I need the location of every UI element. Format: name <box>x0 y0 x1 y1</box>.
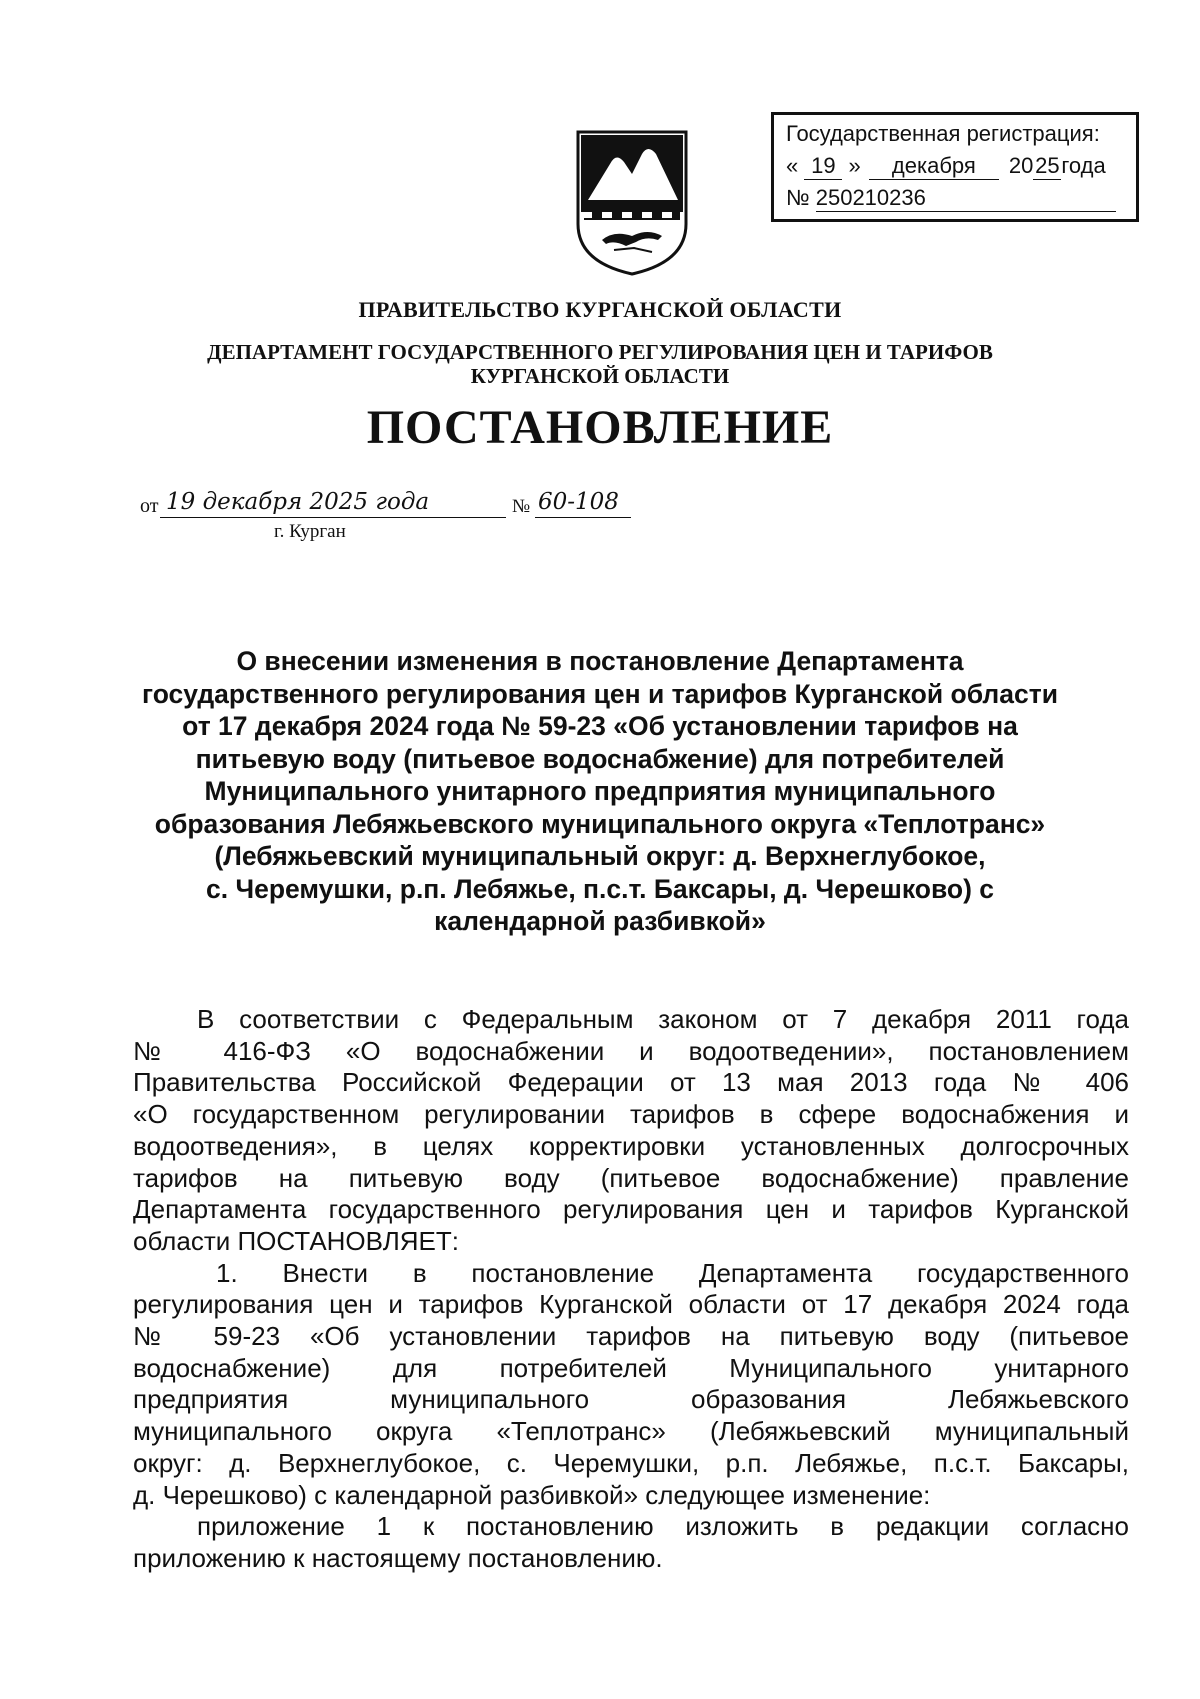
title-line: календарной разбивкой» <box>434 906 766 936</box>
decree-date-handwritten: 19 декабря 2025 года <box>166 489 430 515</box>
registration-stamp <box>771 112 1139 222</box>
department-name <box>0 340 1200 388</box>
decree-date-row <box>140 489 660 553</box>
decree-number-label: № <box>512 496 531 517</box>
body-line: 1. Внести в постановление Департамента государственного <box>216 1257 1129 1288</box>
body-line: д. Черешково) с календарной разбивкой» следующее изменение: <box>133 1479 931 1510</box>
title-line: образования Лебяжьевского муниципального округа «Теплотранс» <box>154 808 1046 839</box>
body-line: № 416-ФЗ «О водоснабжении и водоотведении», постановлением <box>133 1035 1129 1066</box>
number-underline <box>535 517 631 518</box>
title-line: О внесении изменения в постановление Департамента <box>236 646 964 676</box>
title-line: питьевую воду (питьевое водоснабжение) для потребителей <box>195 743 1005 774</box>
date-from-label: от <box>140 495 159 517</box>
decree-number-handwritten: 60-108 <box>538 489 619 515</box>
registration-year-suffix: 25 <box>1035 153 1060 178</box>
registration-year-word: года <box>1061 153 1106 178</box>
title-line: государственного регулирования цен и тарифов Курганской области <box>142 678 1058 709</box>
registration-month: декабря <box>869 153 999 180</box>
department-name-line-1: ДЕПАРТАМЕНТ ГОСУДАРСТВЕННОГО РЕГУЛИРОВАНИЯ ЦЕН И ТАРИФОВ <box>207 340 993 364</box>
registration-day: 19 <box>804 153 842 180</box>
document-type: ПОСТАНОВЛЕНИЕ <box>366 401 834 454</box>
registration-number-label: № <box>786 185 810 210</box>
body-line: Правительства Российской Федерации от 13 мая 2013 года № 406 <box>133 1067 1129 1098</box>
decree-body <box>133 1004 1129 1575</box>
body-line: Департамента государственного регулирования цен и тарифов Курганской <box>133 1194 1129 1225</box>
body-line: В соответствии с Федеральным законом от 7 декабря 2011 года <box>197 1004 1129 1034</box>
body-line: муниципального округа «Теплотранс» (Лебяжьевский муниципальный <box>133 1416 1129 1447</box>
body-line: водоснабжение) для потребителей Муниципального унитарного <box>133 1352 1129 1383</box>
title-line: с. Черемушки, р.п. Лебяжье, п.с.т. Баксары, д. Черешково) с <box>206 873 994 904</box>
body-line: области ПОСТАНОВЛЯЕТ: <box>133 1225 459 1256</box>
government-name: ПРАВИТЕЛЬСТВО КУРГАНСКОЙ ОБЛАСТИ <box>358 297 842 322</box>
body-line: № 59-23 «Об установлении тарифов на питьевую воду (питьевое <box>133 1321 1129 1352</box>
body-line: тарифов на питьевую воду (питьевое водоснабжение) правление <box>133 1162 1129 1193</box>
body-line: предприятия муниципального образования Лебяжьевского <box>133 1384 1129 1415</box>
body-line: «О государственном регулировании тарифов в сфере водоснабжения и <box>133 1099 1129 1130</box>
body-line: приложение 1 к постановлению изложить в редакции согласно <box>197 1511 1129 1542</box>
body-line: водоотведения», в целях корректировки установленных долгосрочных <box>133 1130 1129 1161</box>
registration-date <box>786 150 1136 182</box>
title-line: от 17 декабря 2024 года № 59-23 «Об установлении тарифов на <box>182 711 1018 741</box>
coat-of-arms-emblem <box>574 128 690 276</box>
registration-number: 250210236 <box>816 185 1116 212</box>
title-line: (Лебяжьевский муниципальный округ: д. Верхнеглубокое, <box>214 841 986 871</box>
registration-number-row <box>786 182 1136 214</box>
registration-quote-open: « <box>786 153 799 178</box>
registration-quote-close: » <box>848 153 861 178</box>
department-name-line-2: КУРГАНСКОЙ ОБЛАСТИ <box>470 364 730 388</box>
body-line: регулирования цен и тарифов Курганской области от 17 декабря 2024 года <box>133 1289 1129 1320</box>
title-line: Муниципального унитарного предприятия муниципального <box>204 776 996 806</box>
registration-year-prefix: 20 <box>1008 153 1034 178</box>
date-underline <box>160 517 506 518</box>
decree-title <box>120 645 1080 938</box>
body-line: приложению к настоящему постановлению. <box>133 1542 663 1573</box>
body-line: округ: д. Верхнеглубокое, с. Черемушки, р.п. Лебяжье, п.с.т. Баксары, <box>133 1447 1129 1478</box>
registration-heading: Государственная регистрация: <box>786 121 1100 146</box>
city-name: г. Курган <box>274 521 346 542</box>
